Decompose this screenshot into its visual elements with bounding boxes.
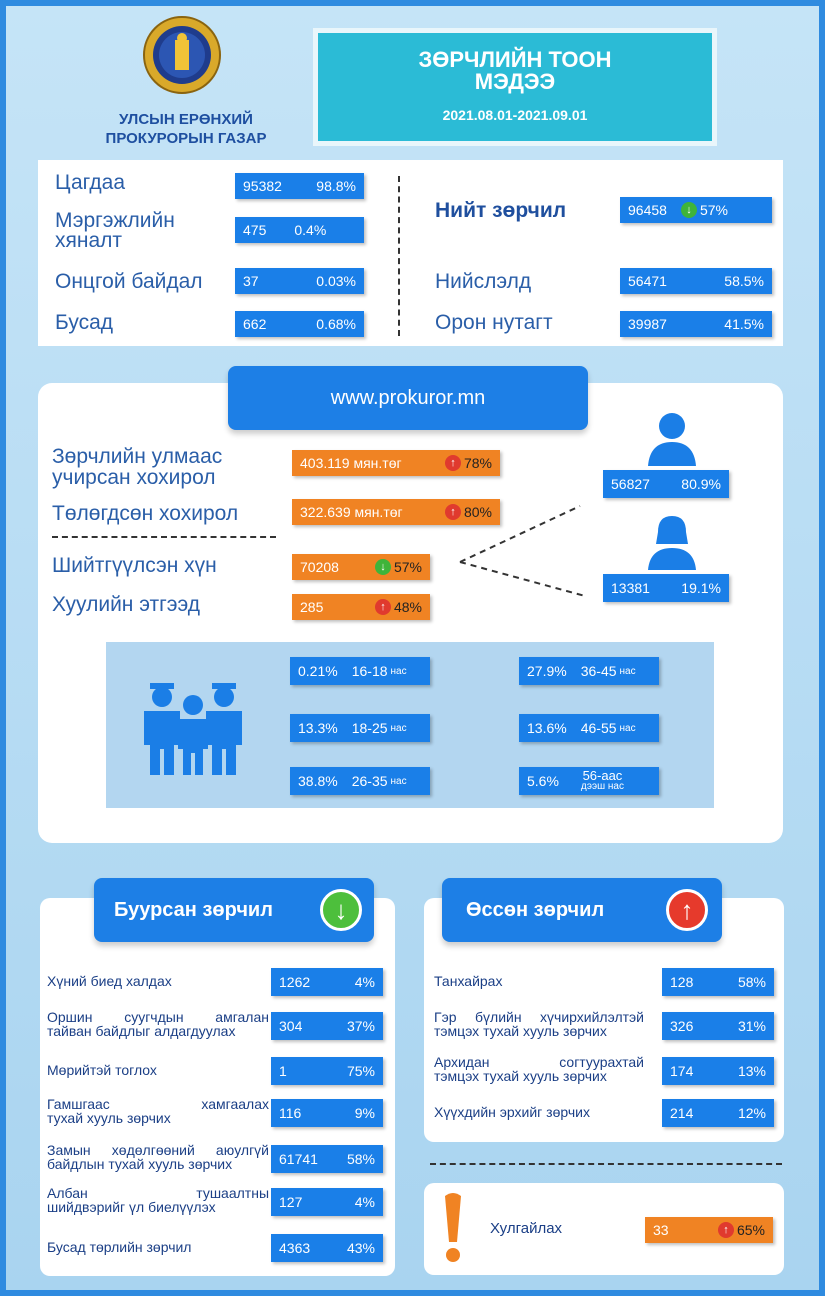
theft-value: 33 xyxy=(653,1222,669,1238)
damage-label-line1: Зөрчлийн улмаас xyxy=(52,445,223,468)
damage-box xyxy=(292,450,500,476)
pct: 9% xyxy=(354,1105,375,1121)
age-56-plus xyxy=(519,767,659,795)
pct: 58% xyxy=(346,1151,375,1167)
male-pct: 80.9% xyxy=(681,476,721,492)
age-unit: нас xyxy=(390,775,407,787)
source-other-pct: 0.68% xyxy=(316,316,356,332)
source-police-box xyxy=(235,173,364,199)
male-value: 56827 xyxy=(611,476,650,492)
total-label: Нийт зөрчил xyxy=(435,199,567,222)
paid-damage-label: Төлөгдсөн хохирол xyxy=(52,502,239,525)
label-line1: Бусад төрлийн зөрчил xyxy=(47,1239,192,1255)
age-36-45 xyxy=(519,657,659,685)
increased-item-label xyxy=(434,1055,644,1083)
increased-item-label xyxy=(434,974,644,988)
pct: 4% xyxy=(354,974,375,990)
label-line2: шийдвэрийг үл биелүүлэх xyxy=(47,1199,216,1215)
age-unit: нас xyxy=(619,722,636,734)
label-line1: Оршин суугчдын амгалан xyxy=(47,1009,269,1025)
increased-item-box xyxy=(662,1099,774,1127)
decreased-item-box xyxy=(271,968,383,996)
punished-box xyxy=(292,554,430,580)
separator xyxy=(430,1163,782,1165)
pct: 58% xyxy=(737,974,766,990)
report-period: 2021.08.01-2021.09.01 xyxy=(442,107,588,123)
total-box xyxy=(620,197,772,223)
source-inspection-label xyxy=(55,211,175,251)
damage-pct: 78% xyxy=(463,455,492,471)
org-name-line2: ПРОКУРОРЫН ГАЗАР xyxy=(105,130,267,147)
age-unit: нас xyxy=(390,722,407,734)
capital-pct: 58.5% xyxy=(724,273,764,289)
source-police-label: Цагдаа xyxy=(55,171,126,194)
source-police-value: 95382 xyxy=(243,178,282,194)
label-line1: Хүний биед халдах xyxy=(47,973,172,989)
male-icon xyxy=(646,410,698,471)
value: 4363 xyxy=(279,1240,311,1256)
decreased-item-label xyxy=(47,1010,269,1038)
title-line1: ЗӨРЧЛИЙН ТООН xyxy=(418,47,612,72)
rural-value: 39987 xyxy=(628,316,667,332)
age-18-25 xyxy=(290,714,430,742)
punished-label: Шийтгүүлсэн хүн xyxy=(52,554,217,577)
increased-item-box xyxy=(662,968,774,996)
value: 1 xyxy=(279,1063,287,1079)
source-emergency-label: Онцгой байдал xyxy=(55,270,203,293)
label-line1: Гамшгаас хамгаалах xyxy=(47,1096,269,1112)
theft-label: Хулгайлах xyxy=(490,1220,563,1237)
value: 174 xyxy=(670,1063,694,1079)
legal-entity-box xyxy=(292,594,430,620)
punished-value: 70208 xyxy=(300,559,339,575)
age-range: 36-45 xyxy=(580,663,617,679)
pct: 13% xyxy=(737,1063,766,1079)
female-pct: 19.1% xyxy=(681,580,721,596)
exclamation-icon xyxy=(442,1192,464,1269)
capital-value: 56471 xyxy=(628,273,667,289)
capital-box xyxy=(620,268,772,294)
decreased-item-label xyxy=(47,974,269,988)
gender-connector-lines xyxy=(440,500,600,610)
label-line1: Танхайрах xyxy=(434,973,503,989)
age-pct: 27.9% xyxy=(527,663,567,679)
source-emergency-value: 37 xyxy=(243,273,259,289)
pct: 31% xyxy=(737,1018,766,1034)
website-link[interactable]: www.prokuror.mn xyxy=(330,386,486,409)
legal-entity-value: 285 xyxy=(300,599,324,615)
label-line2: тэмцэх тухай хууль зөрчих xyxy=(434,1068,607,1084)
legal-entity-label: Хуулийн этгээд xyxy=(52,593,200,616)
decreased-item-box xyxy=(271,1145,383,1173)
total-value: 96458 xyxy=(628,202,667,218)
age-46-55 xyxy=(519,714,659,742)
decreased-item-label xyxy=(47,1186,269,1214)
age-unit: нас xyxy=(619,665,636,677)
label-line1: Архидан согтуурахтай xyxy=(434,1054,644,1070)
source-inspection-label-line1: Мэргэжлийн xyxy=(55,209,175,232)
female-box xyxy=(603,574,729,602)
increased-item-box xyxy=(662,1057,774,1085)
value: 214 xyxy=(670,1105,694,1121)
up-arrow-icon: ↑ xyxy=(375,599,391,615)
pct: 43% xyxy=(346,1240,375,1256)
legal-entity-pct: 48% xyxy=(393,599,422,615)
rural-box xyxy=(620,311,772,337)
age-16-18 xyxy=(290,657,430,685)
age-pct: 0.21% xyxy=(298,663,338,679)
age-pct: 13.6% xyxy=(527,720,567,736)
value: 127 xyxy=(279,1194,303,1210)
emblem-icon xyxy=(142,14,222,96)
female-icon xyxy=(646,514,698,575)
increased-title: Өссөн зөрчил xyxy=(466,898,605,921)
pct: 12% xyxy=(737,1105,766,1121)
decreased-item-label xyxy=(47,1063,269,1077)
label-line2: байдлын тухай хууль зөрчих xyxy=(47,1156,233,1172)
age-range: 56-аас xyxy=(582,768,623,783)
label-line1: Замын хөдөлгөөний аюулгүй xyxy=(47,1142,269,1158)
damage-value: 403.119 мян.төг xyxy=(300,455,402,471)
increased-item-label xyxy=(434,1105,644,1119)
label-line1: Албан тушаалтны xyxy=(47,1185,269,1201)
increased-item-label xyxy=(434,1010,644,1038)
source-police-pct: 98.8% xyxy=(316,178,356,194)
source-emergency-pct: 0.03% xyxy=(316,273,356,289)
decreased-header xyxy=(94,878,374,942)
value: 304 xyxy=(279,1018,303,1034)
up-arrow-icon: ↑ xyxy=(718,1222,734,1238)
down-arrow-icon: ↓ xyxy=(375,559,391,575)
female-value: 13381 xyxy=(611,580,650,596)
increased-header xyxy=(442,878,722,942)
decreased-item-label xyxy=(47,1143,269,1171)
age-pct: 38.8% xyxy=(298,773,338,789)
up-arrow-icon: ↑ xyxy=(445,504,461,520)
value: 61741 xyxy=(279,1151,318,1167)
decreased-item-box xyxy=(271,1234,383,1262)
decreased-item-label xyxy=(47,1097,269,1125)
age-range: 18-25 xyxy=(351,720,388,736)
age-26-35 xyxy=(290,767,430,795)
divider xyxy=(398,176,400,336)
source-other-value: 662 xyxy=(243,316,267,332)
title-line2: МЭДЭЭ xyxy=(474,69,556,94)
punished-pct: 57% xyxy=(393,559,422,575)
down-arrow-icon: ↓ xyxy=(681,202,697,218)
down-arrow-icon: ↓ xyxy=(320,889,362,931)
value: 116 xyxy=(279,1105,302,1121)
rural-label: Орон нутагт xyxy=(435,311,553,334)
value: 1262 xyxy=(279,974,311,990)
age-unit: дээш нас xyxy=(580,781,624,792)
pct: 37% xyxy=(346,1018,375,1034)
value: 128 xyxy=(670,974,694,990)
source-inspection-label-line2: хяналт xyxy=(55,229,123,252)
label-line2: тухай хууль зөрчих xyxy=(47,1110,171,1126)
paid-damage-pct: 80% xyxy=(463,504,492,520)
label-line2: тэмцэх тухай хууль зөрчих xyxy=(434,1023,607,1039)
label-line1: Мөрийтэй тоглох xyxy=(47,1062,157,1078)
increased-item-box xyxy=(662,1012,774,1040)
paid-damage-value: 322.639 мян.төг xyxy=(300,504,403,520)
age-range: 16-18 xyxy=(351,663,388,679)
male-box xyxy=(603,470,729,498)
up-arrow-icon: ↑ xyxy=(445,455,461,471)
decreased-item-label xyxy=(47,1240,269,1254)
value: 326 xyxy=(670,1018,694,1034)
total-pct: 57% xyxy=(699,202,728,218)
theft-box xyxy=(645,1217,773,1243)
rural-pct: 41.5% xyxy=(724,316,764,332)
age-range: 26-35 xyxy=(351,773,388,789)
separator xyxy=(52,536,276,538)
detainee-group-icon xyxy=(138,675,248,780)
decreased-item-box xyxy=(271,1057,383,1085)
report-title-box xyxy=(313,28,717,146)
label-line2: тайван байдлыг алдагдуулах xyxy=(47,1023,236,1039)
org-name-line1: УЛСЫН ЕРӨНХИЙ xyxy=(119,111,253,128)
capital-label: Нийслэлд xyxy=(435,270,532,293)
decreased-item-box xyxy=(271,1099,383,1127)
up-arrow-icon: ↑ xyxy=(666,889,708,931)
website-banner[interactable] xyxy=(228,366,588,430)
age-unit: нас xyxy=(390,665,407,677)
theft-pct: 65% xyxy=(736,1222,765,1238)
source-inspection-box xyxy=(235,217,364,243)
age-pct: 13.3% xyxy=(298,720,338,736)
pct: 4% xyxy=(354,1194,375,1210)
decreased-title: Буурсан зөрчил xyxy=(114,898,273,921)
decreased-item-box xyxy=(271,1188,383,1216)
pct: 75% xyxy=(346,1063,375,1079)
label-line1: Хүүхдийн эрхийг зөрчих xyxy=(434,1104,590,1120)
age-range: 46-55 xyxy=(580,720,617,736)
damage-label-line2: учирсан хохирол xyxy=(52,466,216,489)
source-inspection-value: 475 xyxy=(243,222,267,238)
damage-label xyxy=(52,446,222,488)
source-inspection-pct: 0.4% xyxy=(294,222,327,238)
decreased-panel xyxy=(40,898,395,1276)
label-line1: Гэр бүлийн хүчирхийлэлтэй xyxy=(434,1009,644,1025)
source-emergency-box xyxy=(235,268,364,294)
source-other-box xyxy=(235,311,364,337)
decreased-item-box xyxy=(271,1012,383,1040)
source-other-label: Бусад xyxy=(55,311,114,334)
age-pct: 5.6% xyxy=(527,773,559,789)
